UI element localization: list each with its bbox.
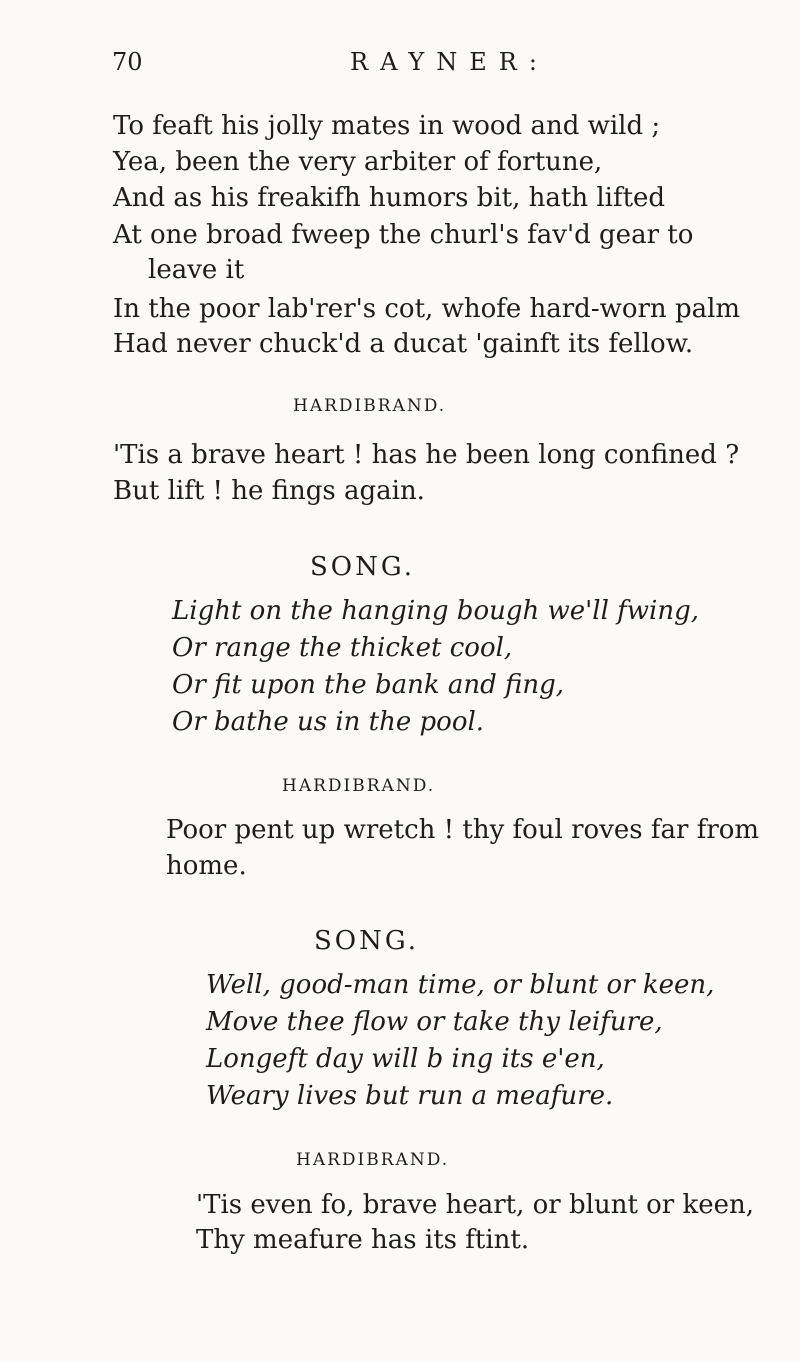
speaker-name: HARDIBRAND. bbox=[282, 776, 436, 796]
page-number: 70 bbox=[112, 48, 143, 76]
verse-line: And as his freakifh humors bit, hath lifted bbox=[113, 183, 666, 213]
verse-line: But lift ! he fings again. bbox=[113, 476, 425, 506]
verse-line: Poor pent up wretch ! thy foul roves far from bbox=[166, 815, 760, 845]
song-line: Or bathe us in the pool. bbox=[172, 707, 485, 737]
verse-line: 'Tis even fo, brave heart, or blunt or keen, bbox=[196, 1190, 755, 1220]
song-line: Longeft day will b ing its e'en, bbox=[206, 1044, 605, 1074]
song-heading: SONG. bbox=[310, 552, 415, 582]
song-line: Or fit upon the bank and fing, bbox=[172, 670, 565, 700]
verse-line: Thy meafure has its ftint. bbox=[196, 1225, 530, 1255]
page-header bbox=[112, 48, 772, 88]
verse-line: In the poor lab'rer's cot, whofe hard-worn palm bbox=[113, 294, 741, 324]
running-title: RAYNER: bbox=[350, 48, 549, 76]
verse-line: 'Tis a brave heart ! has he been long confined ? bbox=[113, 440, 740, 470]
song-line: Light on the hanging bough we'll fwing, bbox=[172, 596, 700, 626]
song-line: Or range the thicket cool, bbox=[172, 633, 513, 663]
verse-line: home. bbox=[166, 851, 247, 881]
verse-line: Yea, been the very arbiter of fortune, bbox=[113, 147, 603, 177]
song-line: Move thee flow or take thy leifure, bbox=[206, 1007, 663, 1037]
speaker-name: HARDIBRAND. bbox=[293, 396, 447, 416]
verse-line: leave it bbox=[148, 255, 245, 285]
song-line: Well, good-man time, or blunt or keen, bbox=[206, 970, 715, 1000]
song-heading: SONG. bbox=[314, 926, 419, 956]
verse-line: Had never chuck'd a ducat 'gainft its fellow. bbox=[113, 329, 694, 359]
speaker-name: HARDIBRAND. bbox=[296, 1150, 450, 1170]
verse-line: At one broad fweep the churl's fav'd gear to bbox=[113, 220, 694, 250]
song-line: Weary lives but run a meafure. bbox=[206, 1081, 614, 1111]
verse-line: To feaft his jolly mates in wood and wild ; bbox=[113, 111, 661, 141]
